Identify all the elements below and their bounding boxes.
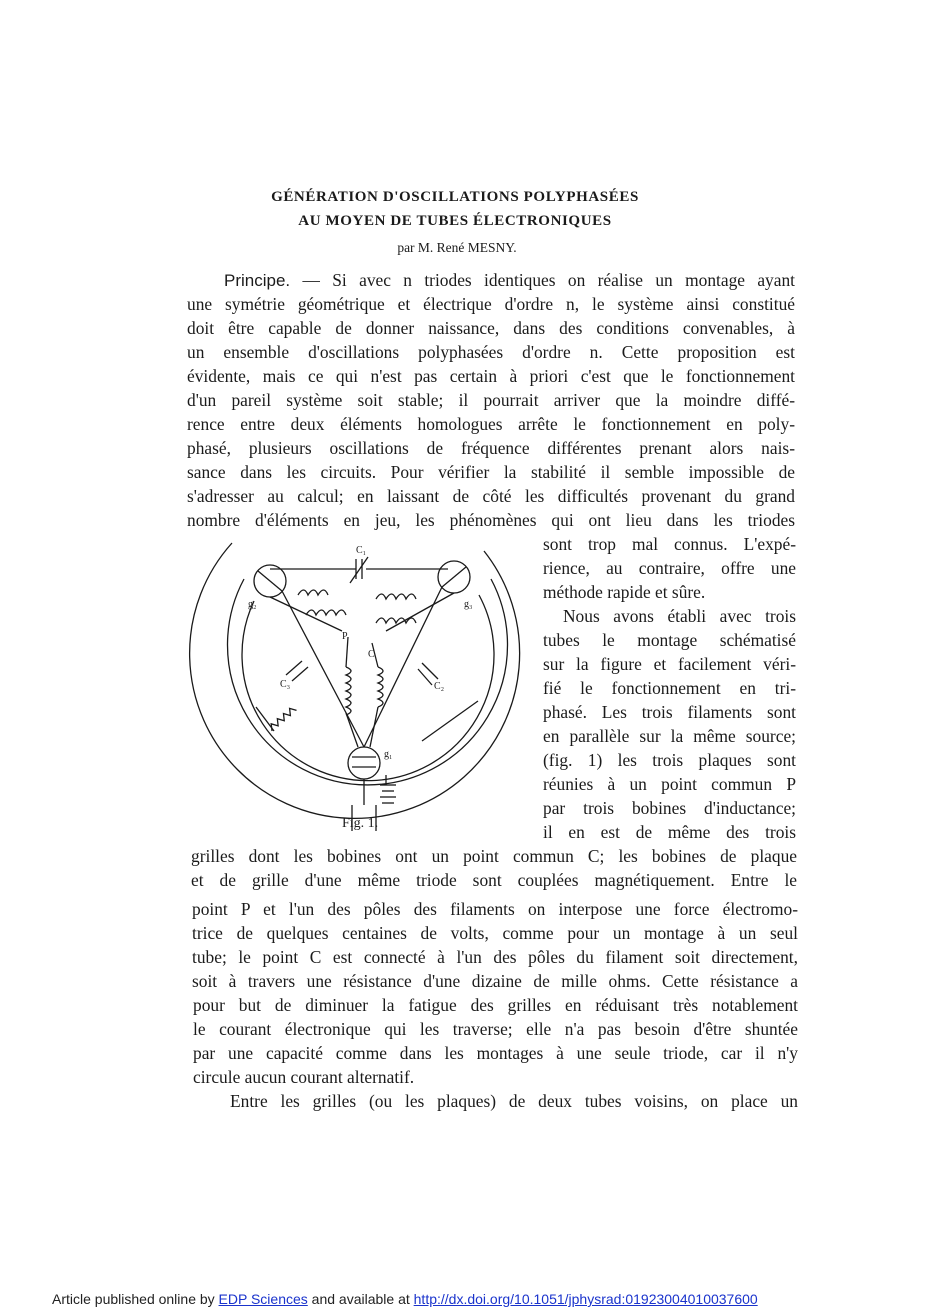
side-line: réunies à un point commun P [543, 774, 796, 794]
body-line: le courant électronique qui les traverse; elle n'a pas besoin d'être shuntée [193, 1019, 798, 1039]
body-line: doit être capable de donner naissance, dans des conditions convenables, à [187, 318, 795, 338]
doi-link[interactable]: http://dx.doi.org/10.1051/jphysrad:01923004010037600 [413, 1291, 758, 1307]
side-line: phasé. Les trois filaments sont [543, 702, 796, 722]
label-c1: C₁ [356, 545, 367, 556]
side-line: rience, au contraire, offre une [543, 558, 796, 578]
paper-title-line2: AU MOYEN DE TUBES ÉLECTRONIQUES [298, 213, 612, 229]
body-line: trice de quelques centaines de volts, comme pour un montage à un seul [192, 923, 798, 943]
label-c2: C₂ [434, 681, 445, 692]
label-p: P [342, 631, 348, 642]
body-line: nombre d'éléments en jeu, les phénomènes qui ont lieu dans les triodes [187, 510, 795, 530]
label-c: C [368, 649, 375, 660]
figure-caption: Fig. 1. [342, 816, 379, 831]
circuit-figure [186, 535, 531, 845]
side-line: Nous avons établi avec trois [563, 606, 796, 626]
body-line: Entre les grilles (ou les plaques) de deux tubes voisins, on place un [230, 1091, 798, 1111]
side-line: il en est de même des trois [543, 822, 796, 842]
body-line: d'un pareil système soit stable; il pourrait arriver que la moindre diffé- [187, 390, 795, 410]
body-line: et de grille d'une même triode sont couplées magnétiquement. Entre le [191, 870, 797, 890]
paper-title-line1: GÉNÉRATION D'OSCILLATIONS POLYPHASÉES [271, 189, 639, 205]
side-line: en parallèle sur la même source; [543, 726, 796, 746]
publisher-link[interactable]: EDP Sciences [218, 1291, 308, 1307]
body-line: soit à travers une résistance d'une dizaine de mille ohms. Cette résistance a [192, 971, 798, 991]
body-line: point P et l'un des pôles des filaments on interpose une force électromo- [192, 899, 798, 919]
author-byline: par M. René MESNY. [397, 240, 517, 255]
label-g1: g₁ [384, 749, 393, 760]
body-line: s'adresser au calcul; en laissant de côté les difficultés provenant du grand [187, 486, 795, 506]
body-line: grilles dont les bobines ont un point commun C; les bobines de plaque [191, 846, 797, 866]
coil [306, 610, 346, 615]
body-line: phasé, plusieurs oscillations de fréquence différentes prenant alors nais- [187, 438, 795, 458]
resistor [268, 706, 296, 731]
section-lead: Principe. [224, 271, 291, 290]
coil [346, 667, 351, 715]
side-line: par trois bobines d'inductance; [543, 798, 796, 818]
side-line: fié le fonctionnement en tri- [543, 678, 796, 698]
coil [378, 667, 383, 707]
body-line: pour but de diminuer la fatigue des grilles en réduisant très notablement [193, 995, 798, 1015]
side-line: (fig. 1) les trois plaques sont [543, 750, 796, 770]
label-c3: C₃ [280, 679, 291, 690]
body-line: sance dans les circuits. Pour vérifier la stabilité il semble impossible de [187, 462, 795, 482]
body-line: par une capacité comme dans les montages à une seule triode, car il n'y [193, 1043, 798, 1063]
side-line: sur la figure et facilement véri- [543, 654, 796, 674]
side-line: tubes le montage schématisé [543, 630, 796, 650]
outer-arc [190, 543, 520, 818]
coil [298, 590, 328, 595]
body-line: une symétrie géométrique et électrique d'ordre n, le système ainsi constitué [187, 294, 795, 314]
label-g2: g₂ [248, 599, 257, 610]
coil [376, 618, 416, 623]
coil [376, 594, 416, 599]
body-line: circule aucun courant alternatif. [193, 1067, 415, 1087]
side-line: sont trop mal connus. L'expé- [543, 534, 796, 554]
body-line: tube; le point C est connecté à l'un des pôles du filament soit directement, [192, 947, 798, 967]
tube-g1 [348, 747, 380, 779]
publication-footer: Article published online by EDP Sciences and available at http://dx.doi.org/10.1051/jphysrad:01923004010037600 [52, 1291, 758, 1307]
side-line: méthode rapide et sûre. [543, 582, 706, 602]
body-line: Principe. — Si avec n triodes identiques on réalise un montage ayant [224, 270, 795, 290]
body-line: rence entre deux éléments homologues arrête le fonctionnement en poly- [187, 414, 795, 434]
body-line: évidente, mais ce qui n'est pas certain à priori c'est que le fonctionnement [187, 366, 795, 386]
label-g3: g₃ [464, 599, 473, 610]
body-line: un ensemble d'oscillations polyphasées d'ordre n. Cette proposition est [187, 342, 795, 362]
